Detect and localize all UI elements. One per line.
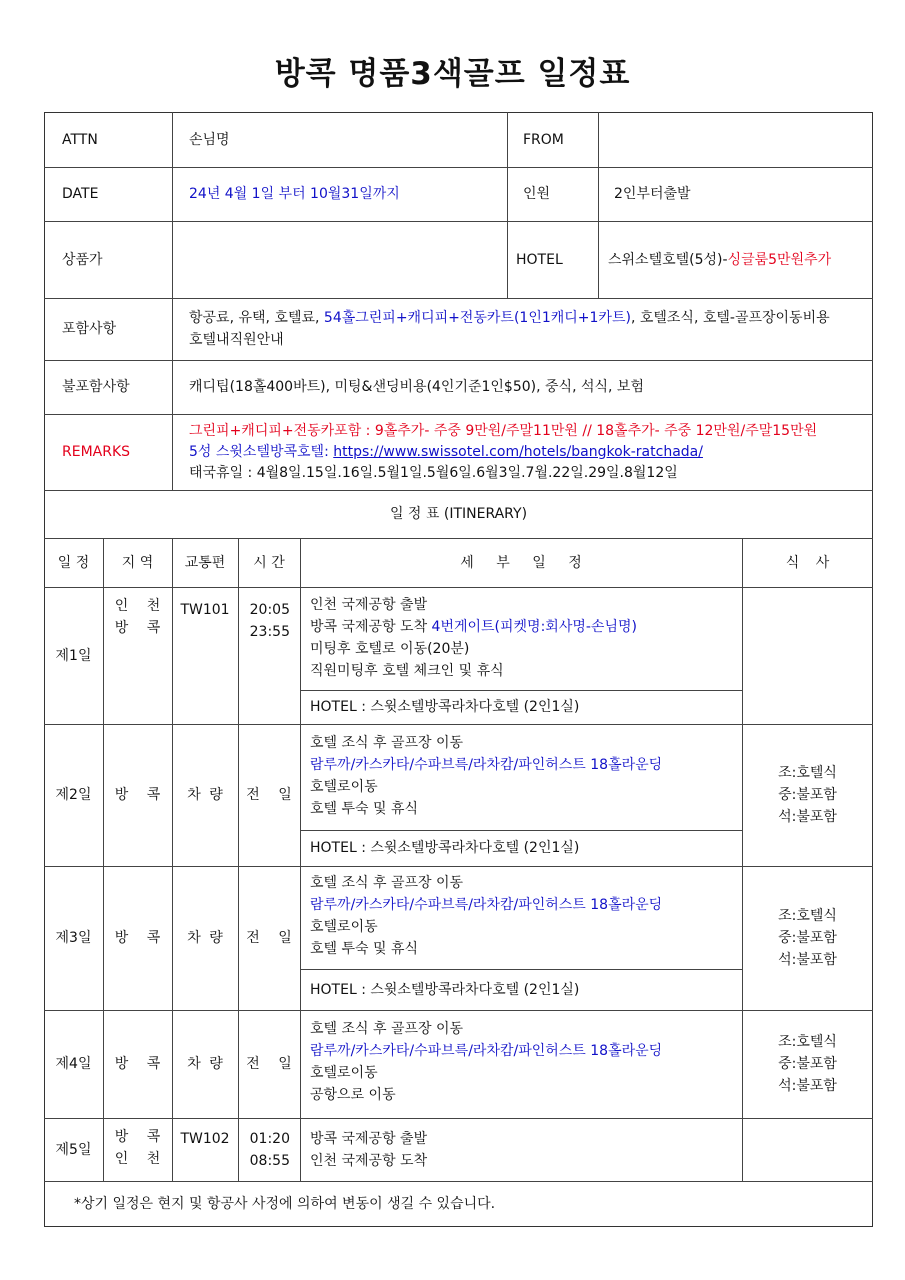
divider xyxy=(172,112,173,490)
divider xyxy=(598,112,599,298)
page-title: 방콕 명품3색골프 일정표 xyxy=(274,56,631,92)
day-transport: 차 량 xyxy=(187,930,223,946)
day-region: 방 콕 xyxy=(114,930,161,946)
day-transport: TW101 xyxy=(180,602,230,618)
hotel-single-surcharge: 싱글룸5만원추가 xyxy=(727,251,832,268)
remarks-holidays: 태국휴일 : 4월8일.15일.16일.5월1일.5월6일.6월3일.7월.22일.29일.8월12일 xyxy=(189,464,678,481)
remarks-greenfee: 그린피+캐디피+전동카포함 : 9홀추가- 주중 9만원/주말11만원 // 18홀추가- 주중 12만원/주말15만원 xyxy=(189,422,818,439)
day-hotel: HOTEL : 스윗소텔방콕라차다호텔 (2인1실) xyxy=(310,699,580,715)
day-meals: 조:호텔식 중:불포함 석:불포함 xyxy=(778,908,837,968)
day-time: 01:20 08:55 xyxy=(249,1131,290,1169)
day-label: 제3일 xyxy=(55,930,92,946)
itinerary-header: 일 정 표 (ITINERARY) xyxy=(389,506,528,522)
divider xyxy=(44,587,873,588)
day-label: 제4일 xyxy=(55,1056,92,1072)
hotel-name: 스위소텔호텔(5성)- xyxy=(608,251,728,268)
price-label: 상품가 xyxy=(62,251,103,268)
day-transport: 차 량 xyxy=(187,1056,223,1072)
hotel-link[interactable]: https://www.swissotel.com/hotels/bangkok-ratchada/ xyxy=(333,443,703,460)
date-value: 24년 4월 1일 부터 10월31일까지 xyxy=(189,186,400,202)
col-meals: 식 사 xyxy=(785,554,830,571)
day-region: 방 콕 xyxy=(114,787,161,803)
excluded-value: 캐디팁(18홀400바트), 미팅&샌딩비용(4인기준1인$50), 중식, 석식, 보험 xyxy=(189,379,644,395)
excluded-label: 불포함사항 xyxy=(62,379,130,395)
day-time: 전 일 xyxy=(246,1056,292,1072)
footer-note: *상기 일정은 현지 및 항공사 사정에 의하여 변동이 생길 수 있습니다. xyxy=(74,1195,496,1212)
divider xyxy=(44,1118,873,1119)
col-details: 세 부 일 정 xyxy=(460,554,582,571)
remarks-label: REMARKS xyxy=(62,444,131,460)
remarks-hotel: 5성 스윗소텔방콕호텔: https://www.swissotel.com/hotels/bangkok-ratchada/ xyxy=(189,443,703,460)
day-region: 인 천 방 콕 xyxy=(114,598,161,636)
divider xyxy=(507,112,508,298)
day-meals: 조:호텔식 중:불포함 석:불포함 xyxy=(778,765,837,825)
day-details: 호텔 조식 후 골프장 이동 람루까/카스카타/수파브륵/라차캄/파인허스트 18홀라운딩 호텔로이동 공항으로 이동 xyxy=(310,1021,663,1103)
attn-label: ATTN xyxy=(62,131,98,148)
people-value: 2인부터출발 xyxy=(614,186,691,202)
col-day: 일 정 xyxy=(57,554,90,571)
day-region: 방 콕 인 천 xyxy=(114,1129,161,1167)
date-label: DATE xyxy=(62,186,99,202)
col-time: 시 간 xyxy=(253,554,285,571)
remarks-value xyxy=(189,414,872,490)
price-value xyxy=(189,221,507,298)
day-transport: 차 량 xyxy=(187,787,223,803)
day-label: 제5일 xyxy=(55,1141,92,1158)
col-transport: 교통편 xyxy=(184,554,226,571)
day-details: 방콕 국제공항 출발 인천 국제공항 도착 xyxy=(310,1131,428,1169)
from-value xyxy=(612,112,872,167)
day-details: 인천 국제공항 출발 방콕 국제공항 도착 4번게이트(피켓명:회사명-손님명) 미팅후 호텔로 이동(20분) 직원미팅후 호텔 체크인 및 휴식 xyxy=(310,597,637,679)
day-region: 방 콕 xyxy=(114,1056,161,1072)
included-line-2: 호텔내직원안내 xyxy=(189,332,284,348)
day-details: 호텔 조식 후 골프장 이동 람루까/카스카타/수파브륵/라차캄/파인허스트 18홀라운딩 호텔로이동 호텔 투숙 및 휴식 xyxy=(310,875,663,957)
included-line-1: 항공료, 유택, 호텔료, 54홀그린피+캐디피+전동카트(1인1캐디+1카트), 호텔조식, 호텔-골프장이동비용 xyxy=(189,310,830,326)
day-meals: 조:호텔식 중:불포함 석:불포함 xyxy=(778,1034,837,1094)
day-label: 제1일 xyxy=(55,647,92,664)
people-label: 인원 xyxy=(523,186,551,202)
day-details: 호텔 조식 후 골프장 이동 람루까/카스카타/수파브륵/라차캄/파인허스트 18홀라운딩 호텔로이동 호텔 투숙 및 휴식 xyxy=(310,735,663,817)
included-label: 포함사항 xyxy=(62,321,117,337)
day-hotel: HOTEL : 스윗소텔방콕라차다호텔 (2인1실) xyxy=(310,840,580,856)
day-time: 전 일 xyxy=(246,930,292,946)
col-region: 지 역 xyxy=(121,554,154,571)
day-label: 제2일 xyxy=(55,787,92,803)
attn-value: 손님명 xyxy=(189,131,230,148)
hotel-label: HOTEL xyxy=(516,251,563,268)
day-transport: TW102 xyxy=(180,1131,230,1147)
included-value xyxy=(189,298,872,360)
day-time: 전 일 xyxy=(246,787,292,803)
divider xyxy=(300,538,301,1181)
from-label: FROM xyxy=(523,131,564,148)
day-hotel: HOTEL : 스윗소텔방콕라차다호텔 (2인1실) xyxy=(310,981,580,998)
hotel-value xyxy=(608,221,872,298)
day-time: 20:05 23:55 xyxy=(249,602,290,640)
